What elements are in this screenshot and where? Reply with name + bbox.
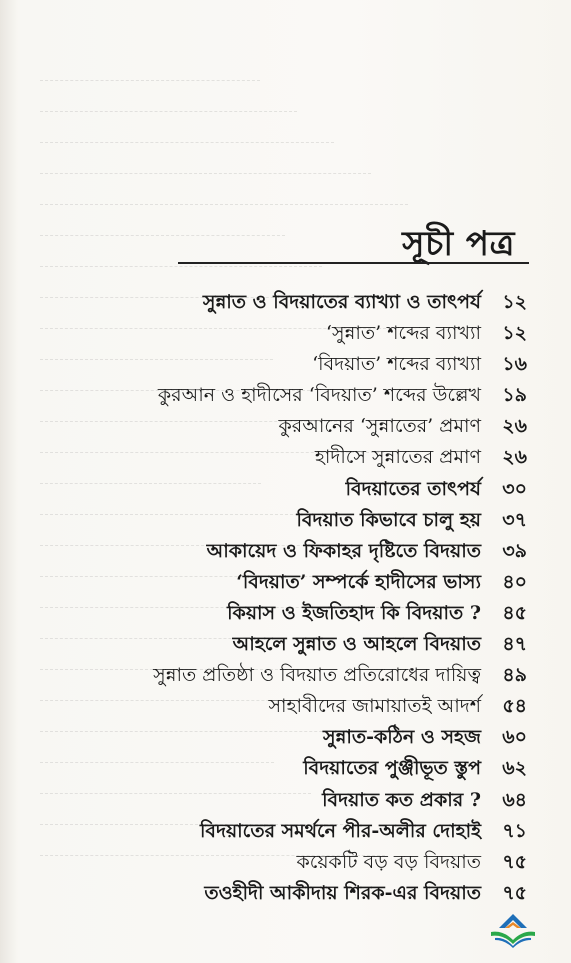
toc-entry-title: সুন্নাত-কঠিন ও সহজ [322,726,481,749]
toc-entry-page-number: ৪০ [502,570,527,593]
publisher-logo-icon [487,910,539,950]
bleed-line [40,111,297,112]
toc-entry-title: বিদয়াতের তাৎপর্য [345,477,481,500]
toc-entry-page-number: ৭৫ [502,881,527,904]
toc-entry [27,443,527,474]
toc-entry [27,661,527,692]
toc-entry-title: তওহীদী আকীদায় শিরক-এর বিদয়াত [204,881,481,904]
toc-entry [27,786,527,817]
toc-entry [27,848,527,879]
toc-entry [27,412,527,443]
toc-entry-title: ‘বিদয়াত’ শব্দের ব্যাখ্যা [312,353,481,376]
toc-entry [27,817,527,848]
toc-entry-page-number: ৬০ [502,726,527,749]
toc-entry-page-number: ৪৭ [502,633,527,656]
toc-entry-title: বিদয়াতের সমর্থনে পীর-অলীর দোহাই [199,819,481,842]
toc-entry [27,879,527,910]
toc-entry [27,723,527,754]
toc-entry-page-number: ১৬ [502,353,527,376]
toc-entry-title: কুরআনের ‘সুন্নাতের’ প্রমাণ [278,415,481,438]
toc-entry-page-number: ৩৯ [502,539,527,562]
toc-entry [27,319,527,350]
bleed-line [40,142,334,143]
toc-entry-page-number: ৩৭ [502,508,527,531]
toc-entry [27,537,527,568]
toc-entry-page-number: ৪৫ [502,601,527,624]
bleed-line [40,266,322,267]
toc-entry-page-number: ১৯ [502,384,527,407]
toc-entry-title: ‘সুন্নাত’ শব্দের ব্যাখ্যা [325,322,481,345]
toc-entry-page-number: ৭১ [502,819,527,842]
toc-entry-title: কিয়াস ও ইজতিহাদ কি বিদয়াত ? [227,601,481,624]
bleed-line [40,204,408,205]
bleed-line [40,173,371,174]
toc-entry-page-number: ৫৪ [502,695,527,718]
bleed-line [40,235,285,236]
toc-entry-title: আহলে সুন্নাত ও আহলে বিদয়াত [232,633,481,656]
toc-entry [27,350,527,381]
toc-entry-title: আকায়েদ ও ফিকাহর দৃষ্টিতে বিদয়াত [206,539,481,562]
toc-entry-title: সাহাবীদের জামায়াতই আদর্শ [268,695,481,718]
toc-entry-title: সুন্নাত ও বিদয়াতের ব্যাখ্যা ও তাৎপর্য [202,291,481,313]
toc-entry-page-number: ৭৫ [502,850,527,873]
toc-entry-title: হাদীসে সুন্নাতের প্রমাণ [314,446,481,469]
toc-entry [27,692,527,723]
toc-entry [27,288,527,319]
toc-entry-page-number: ২৬ [502,415,527,438]
toc-entry-title: বিদয়াতের পুঞ্জীভূত স্তুপ [303,757,481,780]
toc-entry-page-number: ১২ [502,291,527,313]
toc-entry [27,630,527,661]
toc-entry [27,599,527,630]
toc-entry-title: ‘বিদয়াত’ সম্পর্কে হাদীসের ভাস্য [236,570,481,593]
toc-entry-page-number: ৬২ [502,757,527,780]
toc-entry-title: বিদয়াত কত প্রকার ? [322,788,481,811]
toc-entry [27,568,527,599]
toc-entry [27,506,527,537]
toc-entry [27,754,527,785]
toc-entry-page-number: ২৬ [502,446,527,469]
page-title: সূচী পত্র [402,224,515,264]
toc-entry-page-number: ৬৪ [502,788,527,811]
table-of-contents [27,288,527,910]
bleed-line [40,80,260,81]
toc-entry-title: সুন্নাত প্রতিষ্ঠা ও বিদয়াত প্রতিরোধের দায়িত্ব [153,664,481,687]
toc-entry [27,475,527,506]
toc-entry-page-number: ৪৯ [502,664,527,687]
toc-entry [27,381,527,412]
toc-entry-title: বিদয়াত কিভাবে চালু হয় [296,508,481,531]
toc-entry-title: কয়েকটি বড় বড় বিদয়াত [296,850,481,873]
toc-entry-title: কুরআন ও হাদীসের ‘বিদয়াত’ শব্দের উল্লেখ [157,384,481,407]
toc-entry-page-number: ৩০ [502,477,527,500]
title-divider [178,262,529,264]
toc-entry-page-number: ১২ [502,322,527,345]
